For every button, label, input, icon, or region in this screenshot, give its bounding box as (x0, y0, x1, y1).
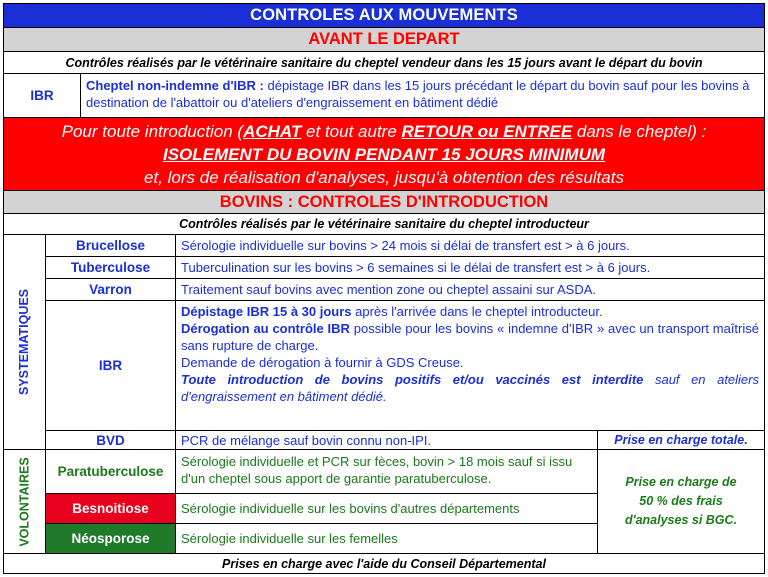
banner-line-2: ISOLEMENT DU BOVIN PENDANT 15 JOURS MINIMUM (162, 144, 606, 164)
intro-ibr-label: IBR (46, 301, 176, 431)
banner-line-3: et, lors de réalisation d'analyses, jusqu'à obtention des résultats (144, 167, 624, 187)
neosporose-text: Sérologie individuelle sur les femelles (176, 524, 598, 554)
tuberculose-text: Tuberculination sur les bovins > 6 semaines si le délai de transfert est > à 6 jours. (176, 257, 764, 279)
isolation-banner (4, 118, 764, 191)
depart-ibr-bold: Cheptel non-indemne d'IBR : (86, 78, 264, 93)
intro-note: Contrôles réalisés par le vétérinaire sanitaire du cheptel introducteur (4, 214, 764, 235)
ibr-p4-rest: sauf en ateliers d'engraissement en bâtiment dédié. (181, 372, 759, 404)
bvd-label: BVD (46, 431, 176, 450)
volontaires-group-label (4, 450, 46, 554)
ibr-p1-rest: après l'arrivée dans le cheptel introducteur. (351, 304, 603, 319)
section-intro-heading: BOVINS : CONTROLES D'INTRODUCTION (4, 191, 764, 214)
systematiques-text: SYSTEMATIQUES (17, 288, 32, 396)
ibr-para-4 (181, 371, 759, 405)
banner-retour: RETOUR ou ENTREE (401, 121, 573, 141)
besnoitiose-label: Besnoitiose (46, 494, 176, 524)
ibr-p2-rest: possible pour les bovins « indemne d'IBR » avec un transport maîtrisé sans rupture de charge. (181, 321, 759, 353)
bvd-text: PCR de mélange sauf bovin connu non-IPI. (176, 431, 598, 450)
banner-text-e: dans le cheptel) : (572, 121, 707, 141)
depart-ibr-text (81, 74, 764, 118)
ibr-para-1 (181, 303, 759, 320)
ibr-p4-bold: Toute introduction de bovins positifs et/ou vaccinés est interdite (181, 372, 644, 387)
tuberculose-label: Tuberculose (46, 257, 176, 279)
ibr-para-3: Demande de dérogation à fournir à GDS Creuse. (181, 355, 464, 370)
volontaires-note: Prise en charge de 50 % des frais d'analyses si BGC. (598, 450, 764, 554)
page-title: CONTROLES AUX MOUVEMENTS (4, 4, 764, 28)
ibr-p2-bold: Dérogation au contrôle IBR (181, 321, 350, 336)
systematiques-group-label (4, 235, 46, 450)
volontaires-text: VOLONTAIRES (17, 456, 32, 547)
ibr-p1-bold: Dépistage IBR 15 à 30 jours (181, 304, 352, 319)
paratub-text: Sérologie individuelle et PCR sur fèces, bovin > 18 mois sauf si issu d'un cheptel sous apport de garantie paratuberculose. (176, 450, 598, 494)
banner-achat: ACHAT (243, 121, 302, 141)
varron-text: Traitement sauf bovins avec mention zone ou cheptel assaini sur ASDA. (176, 279, 764, 301)
banner-text-a: Pour toute introduction ( (61, 121, 244, 141)
banner-line-1 (62, 120, 707, 143)
footer-note: Prises en charge avec l'aide du Conseil Départemental (222, 556, 546, 571)
brucellose-text: Sérologie individuelle sur bovins > 24 mois si délai de transfert est > à 6 jours. (176, 235, 764, 257)
controls-table (3, 3, 765, 574)
brucellose-label: Brucellose (46, 235, 176, 257)
paratub-label: Paratuberculose (46, 450, 176, 494)
neosporose-label: Néosporose (46, 524, 176, 554)
section-depart-heading: AVANT LE DEPART (4, 28, 764, 52)
depart-note: Contrôles réalisés par le vétérinaire sanitaire du cheptel vendeur dans les 15 jours avant le départ du bovin (4, 52, 764, 74)
banner-text-c: et tout autre (301, 121, 402, 141)
varron-label: Varron (46, 279, 176, 301)
intro-ibr-text (176, 301, 764, 431)
besnoitiose-text: Sérologie individuelle sur les bovins d'autres départements (176, 494, 598, 524)
depart-ibr-label: IBR (4, 74, 81, 118)
depart-ibr-rest: dépistage IBR dans les 15 jours précédant le départ du bovin sauf pour les bovins à destination de l'abattoir ou d'ateliers d'engraissement en bâtiment dédié (86, 78, 750, 110)
ibr-para-2 (181, 320, 759, 354)
bvd-note: Prise en charge totale. (598, 431, 764, 450)
